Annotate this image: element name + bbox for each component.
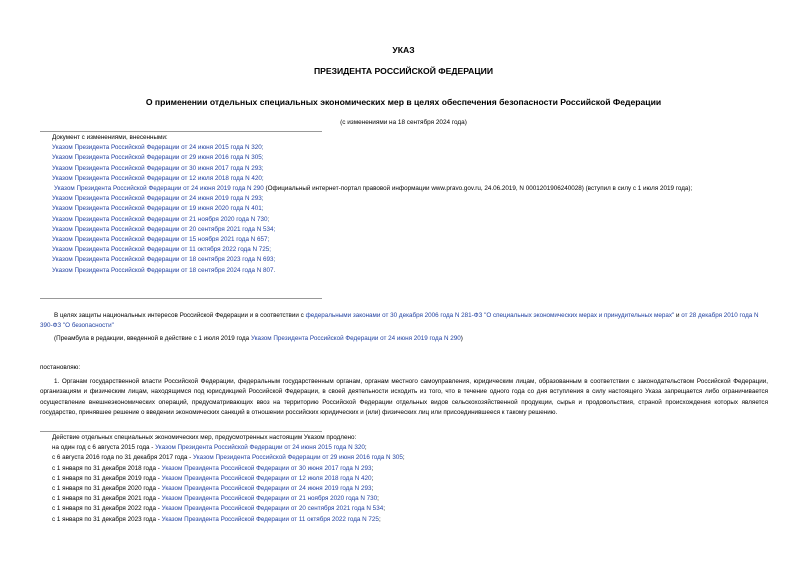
- extension-period: на один год с 6 августа 2015 года -: [52, 444, 156, 452]
- amendments-block: [40, 133, 768, 276]
- postanovlyayu-text: постановляю:: [40, 364, 81, 371]
- amendment-link[interactable]: Указом Президента Российской Федерации от 24 июня 2019 года N 290: [54, 185, 264, 193]
- preamble-text: [40, 311, 768, 331]
- extension-link[interactable]: Указом Президента Российской Федерации от 29 июня 2016 года N 305: [193, 454, 403, 462]
- preamble-note-text: ): [460, 335, 463, 343]
- federal-laws-link[interactable]: федеральными законами от 30 декабря 2006 года N 281-ФЗ "О специальных экономических мерах и принудительных мерах": [305, 312, 675, 319]
- extension-row: [40, 464, 768, 474]
- extension-period: с 1 января по 31 декабря 2021 года -: [52, 495, 162, 503]
- extension-period: с 1 января по 31 декабря 2019 года -: [52, 474, 162, 482]
- extension-link[interactable]: Указом Президента Российской Федерации от 12 июля 2018 года N 420: [161, 474, 372, 482]
- extension-link[interactable]: Указом Президента Российской Федерации от 24 июня 2019 года N 293: [161, 485, 372, 493]
- amendment-link[interactable]: Указом Президента Российской Федерации от 12 июля 2018 года N 420;: [52, 174, 264, 182]
- decree-block: [40, 363, 768, 418]
- amendment-link[interactable]: Указом Президента Российской Федерации от 30 июня 2017 года N 293;: [52, 164, 264, 172]
- document-subtitle: (с изменениями на 18 сентября 2024 года): [340, 119, 467, 126]
- preamble-note: [40, 334, 768, 344]
- extension-punct: ;: [383, 505, 385, 513]
- extension-link[interactable]: Указом Президента Российской Федерации от 30 июня 2017 года N 293: [161, 464, 372, 472]
- extension-link[interactable]: Указом Президента Российской Федерации от 24 июня 2015 года N 320: [155, 444, 365, 452]
- extension-punct: ;: [378, 515, 381, 523]
- extension-period: с 1 января по 31 декабря 2022 года -: [52, 505, 162, 513]
- extension-punct: ;: [371, 485, 374, 493]
- preamble-note-link[interactable]: Указом Президента Российской Федерации от 24 июня 2019 года N 290: [250, 335, 461, 343]
- divider-top: [40, 131, 322, 132]
- preamble-text-part: В целях защиты национальных интересов Российской Федерации и в соответствии с: [54, 312, 306, 319]
- extension-period: с 6 августа 2016 года по 31 декабря 2017 года -: [52, 454, 194, 462]
- amendment-link[interactable]: Указом Президента Российской Федерации от 11 октября 2022 года N 725;: [52, 246, 272, 254]
- amendment-link[interactable]: Указом Президента Российской Федерации от 19 июня 2020 года N 401;: [52, 205, 264, 213]
- amendment-link[interactable]: Указом Президента Российской Федерации от 24 июня 2015 года N 320;: [52, 144, 264, 152]
- preamble-note-text: (Преамбула в редакции, введенной в действие с 1 июля 2019 года: [54, 335, 251, 343]
- amendment-long-text: (Официальный интернет-портал правовой информации www.pravo.gov.ru, 24.06.2019, N 0001201906240028) (вступил в силу с 1 июля 2019 года);: [263, 185, 693, 193]
- extension-intro: Действие отдельных специальных экономических мер, предусмотренных настоящим Указом продлено:: [52, 434, 357, 441]
- issuer-heading: ПРЕЗИДЕНТА РОССИЙСКОЙ ФЕДЕРАЦИИ: [313, 66, 494, 76]
- extension-punct: ;: [371, 464, 374, 472]
- extension-punct: ;: [377, 495, 379, 503]
- amendment-link[interactable]: Указом Президента Российской Федерации от 18 сентября 2024 года N 807.: [52, 266, 276, 274]
- divider-bottom: [40, 431, 322, 432]
- extension-row: [40, 453, 768, 463]
- decree-item-1: 1. Органам государственной власти Российской Федерации, федеральным государственным органам, органам местного самоуправления, юридическим лицам, образованным в соответствии с законодательством Российской Федерации, организациям и физическим лицам, находящимся под юрисдикцией Российской Федерации, в своей деятельности исходить из того, что в течение одного года со дня вступления в силу настоящего Указа запрещается либо ограничивается осуществление внешнеэкономических операций, предусматривающих ввоз на территорию Российской Федерации отдельных видов сельскохозяйственной продукции, сырья и продовольствия, страной происхождения которых является государство, принявшее решение о введении экономических санкций в отношении российских юридических и (или) физических лиц или присоединившееся к такому решению.: [40, 378, 768, 416]
- extension-row: [40, 515, 768, 525]
- security-law-link[interactable]: от 28 декабря 2010 года N 390-ФЗ "О безопасности": [40, 312, 759, 330]
- amendment-link[interactable]: Указом Президента Российской Федерации от 29 июня 2016 года N 305;: [52, 154, 264, 162]
- extension-punct: ;: [402, 454, 405, 462]
- amendment-link[interactable]: Указом Президента Российской Федерации от 18 сентября 2023 года N 693;: [52, 256, 276, 264]
- divider-mid: [40, 298, 322, 299]
- extension-punct: ;: [371, 474, 374, 482]
- extension-link[interactable]: Указом Президента Российской Федерации от 21 ноября 2020 года N 730: [161, 495, 378, 503]
- preamble-block: [40, 311, 768, 345]
- extension-period: с 1 января по 31 декабря 2018 года -: [52, 464, 162, 472]
- extension-period: с 1 января по 31 декабря 2023 года -: [52, 515, 162, 523]
- extension-link[interactable]: Указом Президента Российской Федерации от 20 сентября 2021 года N 534: [161, 505, 384, 513]
- amendment-long-item: [40, 184, 768, 194]
- extension-row: [40, 494, 768, 504]
- amendment-link[interactable]: Указом Президента Российской Федерации от 24 июня 2019 года N 293;: [52, 195, 264, 203]
- amendment-link[interactable]: Указом Президента Российской Федерации от 15 ноября 2021 года N 657;: [52, 236, 270, 244]
- extension-row: [40, 474, 768, 484]
- amendment-link[interactable]: Указом Президента Российской Федерации от 20 сентября 2021 года N 534;: [52, 225, 276, 233]
- extension-row: [40, 484, 768, 494]
- extension-row: [40, 443, 768, 453]
- amendment-link[interactable]: Указом Президента Российской Федерации от 21 ноября 2020 года N 730;: [52, 215, 270, 223]
- extension-punct: ;: [364, 444, 367, 452]
- extension-block: [40, 433, 768, 525]
- preamble-text-part: и: [674, 312, 682, 319]
- amendments-intro: Документ с изменениями, внесенными:: [52, 134, 168, 141]
- doc-type-heading: УКАЗ: [392, 45, 415, 55]
- extension-period: с 1 января по 31 декабря 2020 года -: [52, 485, 162, 493]
- extension-row: [40, 504, 768, 514]
- extension-link[interactable]: Указом Президента Российской Федерации от 11 октября 2022 года N 725: [161, 515, 379, 523]
- document-title: О применении отдельных специальных экономических мер в целях обеспечения безопасности Российской Федерации: [145, 97, 662, 107]
